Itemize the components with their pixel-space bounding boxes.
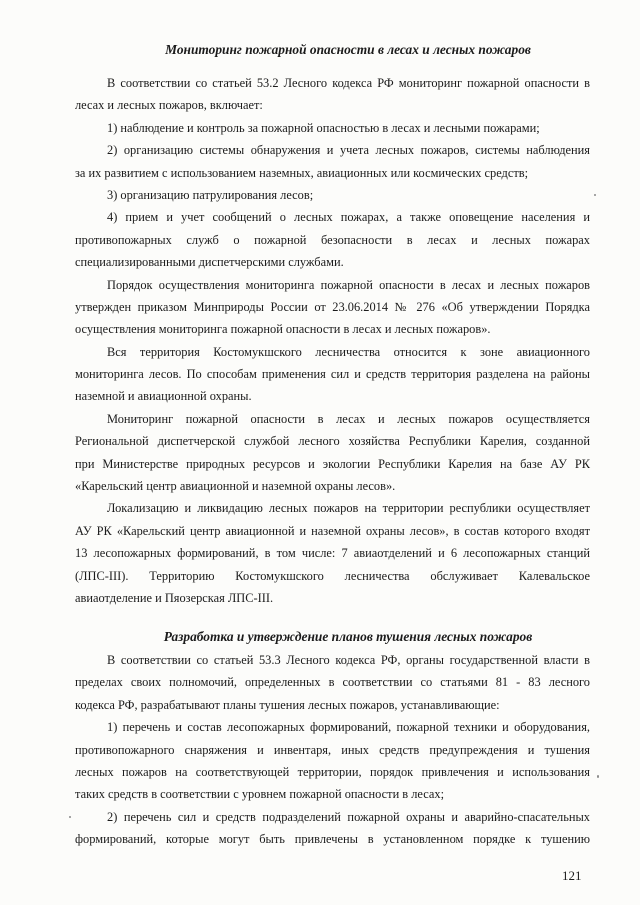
paragraph <box>75 72 590 117</box>
text-line: 3) организацию патрулирования лесов; <box>107 187 314 202</box>
text-line: кодекса РФ, разрабатывают планы тушения лесных пожаров, устанавливающие: <box>75 697 500 712</box>
page-number: 121 <box>562 868 582 883</box>
text-line: Вся территория Костомукшского лесничества относится к зоне авиационного <box>107 344 590 359</box>
text-line: осуществления мониторинга пожарной опасности в лесах и лесных пожаров». <box>75 322 491 337</box>
paragraph <box>75 206 590 273</box>
text-line: 2) организацию системы обнаружения и учета лесных пожаров, системы наблюдения <box>107 143 590 158</box>
paragraph <box>75 716 590 806</box>
scan-speck <box>69 816 71 818</box>
text-line: Локализацию и ликвидацию лесных пожаров на территории республики осуществляет <box>107 501 590 516</box>
text-line: Региональной диспетчерской службой лесного хозяйства Республики Карелия, созданной <box>75 434 590 449</box>
text-line: (ЛПС-III). Территорию Костомукшского лесничества обслуживает Калевальское <box>75 568 590 583</box>
text-line: «Карельский центр авиационной и наземной охраны лесов». <box>75 479 396 494</box>
text-line: лесах и лесных пожаров, включает: <box>75 98 263 113</box>
text-line: 1) наблюдение и контроль за пожарной опасностью в лесах и лесными пожарами; <box>107 120 540 135</box>
text-line: мониторинга лесов. По способам применения сил и средств территория разделена на районы <box>75 367 590 382</box>
text-line: Мониторинг пожарной опасности в лесах и лесных пожаров осуществляется <box>107 411 590 426</box>
paragraph <box>75 408 590 498</box>
paragraph <box>75 139 590 184</box>
text-line: 2) перечень сил и средств подразделений пожарной охраны и аварийно-спасательных <box>107 809 590 824</box>
text-line: авиаотделение и Пяозерская ЛПС-III. <box>75 590 274 605</box>
text-line: 4) прием и учет сообщений о лесных пожарах, а также оповещение населения и <box>107 210 590 225</box>
text-line: специализированными диспетчерскими службами. <box>75 255 344 270</box>
text-line: противопожарных служб о пожарной безопасности в лесах и лесных пожарах <box>75 232 590 247</box>
text-line: 13 лесопожарных формирований, в том числе: 7 авиаотделений и 6 лесопожарных станций <box>75 546 590 561</box>
text-line: В соответствии со статьей 53.2 Лесного кодекса РФ мониторинг пожарной опасности в <box>107 76 590 90</box>
section-body <box>75 649 590 851</box>
text-line: пределах своих полномочий, определенных в соответствии со статьями 81 - 83 лесного <box>75 675 590 690</box>
section-heading: Разработка и утверждение планов тушения лесных пожаров <box>163 629 533 644</box>
text-line: 1) перечень и состав лесопожарных формирований, пожарной техники и оборудования, <box>107 720 590 735</box>
paragraph <box>75 497 590 609</box>
text-line: Порядок осуществления мониторинга пожарной опасности в лесах и лесных пожаров <box>107 277 590 292</box>
text-line: таких средств в соответствии с уровнем пожарной опасности в лесах; <box>75 787 445 802</box>
text-line: противопожарного снаряжения и инвентаря, иных средств предупреждения и тушения <box>75 742 590 757</box>
paragraph <box>75 184 590 206</box>
section-body <box>75 72 590 609</box>
paragraph <box>75 341 590 408</box>
paragraph <box>75 806 590 851</box>
paragraph <box>75 274 590 341</box>
paragraph <box>75 649 590 716</box>
text-line: утвержден приказом Минприроды России от 23.06.2014 № 276 «Об утверждении Порядка <box>75 299 590 314</box>
section-heading: Мониторинг пожарной опасности в лесах и лесных пожаров <box>165 42 531 57</box>
text-line: при Министерстве природных ресурсов и экологии Республики Карелия на базе АУ РК <box>75 456 590 471</box>
text-line: лесных пожаров на соответствующей территории, порядок привлечения и использования <box>75 764 590 779</box>
text-line: за их развитием с использованием наземных, авиационных или космических средств; <box>75 165 529 180</box>
text-line: В соответствии со статьей 53.3 Лесного кодекса РФ, органы государственной власти в <box>107 653 590 667</box>
scan-speck <box>594 194 596 196</box>
paragraph <box>75 117 590 139</box>
text-line: АУ РК «Карельский центр авиационной и наземной охраны лесов», в состав которого входят <box>75 523 590 538</box>
scan-speck <box>597 775 599 778</box>
text-line: формирований, которые могут быть привлечены в установленном порядке к тушению <box>75 832 590 847</box>
text-line: наземной и авиационной охраны. <box>75 389 252 404</box>
